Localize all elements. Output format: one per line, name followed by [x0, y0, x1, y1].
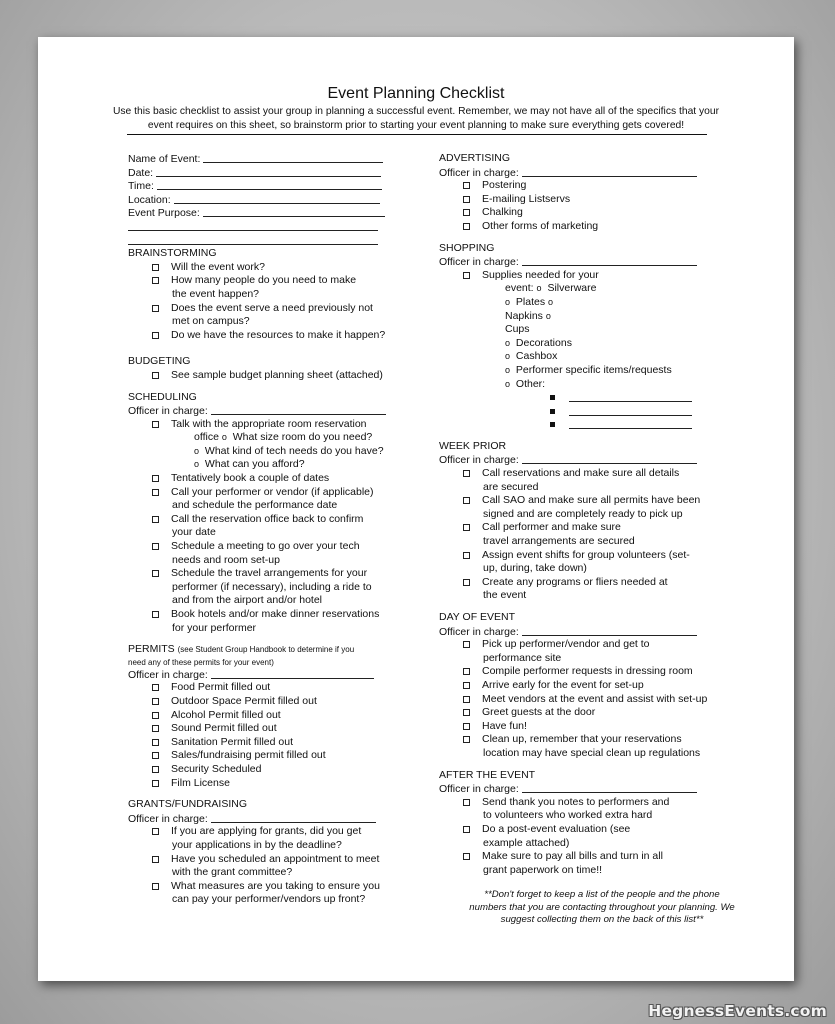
checklist-item-cont: example attached) [483, 836, 570, 849]
bullet-circle-icon: o [221, 432, 227, 443]
week-prior-section [439, 440, 759, 603]
checklist-item[interactable]: Outdoor Space Permit filled out [128, 695, 428, 709]
checklist-item[interactable]: Schedule a meeting to go over your tech [128, 540, 428, 554]
checkbox-icon[interactable] [152, 543, 159, 550]
checklist-item-cont: your applications in by the deadline? [172, 838, 342, 851]
checklist-item-cont: with the grant committee? [172, 866, 293, 879]
checkbox-icon[interactable] [463, 736, 470, 743]
footer-note-line: numbers that you are contacting throughout your planning. We [469, 901, 735, 913]
checklist-item[interactable]: Assign event shifts for group volunteers (set- [439, 549, 759, 563]
checklist-item[interactable]: If you are applying for grants, did you get [128, 825, 428, 839]
checklist-item[interactable]: Call your performer or vendor (if applicable) [128, 486, 428, 500]
checkbox-icon[interactable] [152, 725, 159, 732]
bullet-circle-icon: o [194, 445, 200, 456]
brainstorming-section [128, 247, 428, 342]
checkbox-icon[interactable] [463, 853, 470, 860]
checklist-item[interactable]: Talk with the appropriate room reservation [128, 418, 428, 432]
checkbox-icon[interactable] [463, 682, 470, 689]
event-name-field[interactable]: Name of Event: [128, 152, 428, 166]
checklist-item-cont: your date [172, 526, 216, 539]
checklist-item[interactable]: Will the event work? [128, 261, 428, 275]
blank-line[interactable] [128, 220, 428, 234]
bullet-circle-icon: o [505, 378, 511, 389]
checkbox-icon[interactable] [152, 332, 159, 339]
event-date-field[interactable]: Date: [128, 166, 428, 180]
checkbox-icon[interactable] [152, 372, 159, 379]
sub-item[interactable]: o Plates o [439, 296, 759, 310]
checklist-item-cont: up, during, take down) [483, 562, 587, 575]
sub-item[interactable]: event: o Silverware [505, 282, 597, 295]
checklist-item[interactable]: What measures are you taking to ensure you [128, 880, 428, 894]
checklist-item-cont: met on campus? [172, 315, 250, 328]
left-column [128, 152, 428, 907]
checkbox-icon[interactable] [152, 611, 159, 618]
checkbox-icon[interactable] [152, 421, 159, 428]
site-watermark: HegnessEvents.com [648, 1002, 827, 1020]
checklist-item[interactable]: How many people do you need to make [128, 274, 428, 288]
day-of-event-section [439, 611, 759, 761]
checkbox-icon[interactable] [152, 752, 159, 759]
checklist-item[interactable]: Call SAO and make sure all permits have been [439, 494, 759, 508]
checklist-item[interactable]: Alcohol Permit filled out [128, 709, 428, 723]
checkbox-icon[interactable] [152, 277, 159, 284]
advertising-section [439, 152, 759, 234]
officer-field[interactable]: Officer in charge: [439, 625, 759, 639]
officer-field[interactable]: Officer in charge: [439, 166, 759, 180]
checkbox-icon[interactable] [152, 489, 159, 496]
checklist-item[interactable]: Send thank you notes to performers and [439, 796, 759, 810]
checkbox-icon[interactable] [463, 196, 470, 203]
section-heading: ADVERTISING [439, 152, 510, 164]
checklist-item[interactable]: Call the reservation office back to confirm [128, 513, 428, 527]
bullet-circle-icon: o [548, 296, 554, 307]
other-blank[interactable] [439, 418, 759, 432]
checklist-item[interactable]: Tentatively book a couple of dates [128, 472, 428, 486]
checklist-item-cont: for your performer [172, 621, 257, 634]
sub-item[interactable]: o What kind of tech needs do you have? [194, 444, 384, 457]
bullet-circle-icon: o [505, 364, 511, 375]
checklist-item[interactable]: Have fun! [439, 720, 759, 734]
checkbox-icon[interactable] [463, 668, 470, 675]
square-bullet-icon [550, 422, 555, 427]
section-heading: WEEK PRIOR [439, 439, 507, 452]
checklist-item[interactable]: Chalking [439, 206, 759, 220]
officer-field[interactable]: Officer in charge: [439, 782, 759, 796]
checklist-item-cont: and schedule the performance date [172, 499, 338, 512]
checklist-item[interactable]: Meet vendors at the event and assist with set-up [439, 693, 759, 707]
checklist-page [38, 37, 794, 981]
checkbox-icon[interactable] [463, 696, 470, 703]
checkbox-icon[interactable] [463, 272, 470, 279]
shopping-section [439, 242, 759, 432]
bullet-circle-icon: o [194, 459, 200, 470]
square-bullet-icon [550, 409, 555, 414]
checkbox-icon[interactable] [152, 712, 159, 719]
footer-note [432, 889, 772, 927]
section-heading: PERMITS (see Student Group Handbook to determine if you [128, 643, 355, 656]
section-heading: DAY OF EVENT [439, 611, 516, 623]
checklist-item[interactable]: Call reservations and make sure all details [439, 467, 759, 481]
checkbox-icon[interactable] [463, 826, 470, 833]
permits-note: need any of these permits for your event) [128, 657, 274, 667]
checklist-item[interactable]: Make sure to pay all bills and turn in all [439, 850, 759, 864]
intro-line: event requires on this sheet, so brainstorm prior to starting your event planning to make sure everything gets covered! [147, 119, 685, 131]
checklist-item-cont: performer (if necessary), including a ride to [172, 580, 372, 593]
checklist-item[interactable]: Do a post-event evaluation (see [439, 823, 759, 837]
checklist-item[interactable]: Sales/fundraising permit filled out [128, 749, 428, 763]
scheduling-section [128, 391, 428, 636]
bullet-circle-icon: o [536, 283, 542, 294]
section-heading: BRAINSTORMING [128, 247, 217, 260]
blank-line[interactable] [128, 234, 428, 248]
section-heading: GRANTS/FUNDRAISING [128, 798, 248, 811]
bullet-circle-icon: o [505, 337, 511, 348]
checkbox-icon[interactable] [152, 739, 159, 746]
other-blank[interactable] [439, 405, 759, 419]
permits-section [128, 643, 428, 790]
checklist-item[interactable]: E-mailing Listservs [439, 193, 759, 207]
officer-field[interactable]: Officer in charge: [439, 255, 759, 269]
checkbox-icon[interactable] [152, 264, 159, 271]
checklist-item[interactable]: Film License [128, 777, 428, 791]
grants-section [128, 798, 428, 907]
checklist-item-cont: and from the airport and/or hotel [172, 594, 323, 607]
sub-item[interactable]: Cups [505, 323, 530, 336]
checklist-item[interactable]: Sound Permit filled out [128, 722, 428, 736]
checkbox-icon[interactable] [152, 766, 159, 773]
checklist-item[interactable]: Does the event serve a need previously not [128, 302, 428, 316]
checkbox-icon[interactable] [463, 524, 470, 531]
bullet-circle-icon: o [505, 351, 511, 362]
section-heading: BUDGETING [128, 355, 191, 368]
checklist-item-cont: signed and are completely ready to pick up [483, 507, 683, 520]
event-location-field[interactable]: Location: [128, 193, 428, 207]
checkbox-icon[interactable] [463, 209, 470, 216]
checkbox-icon[interactable] [152, 828, 159, 835]
checklist-item[interactable]: Arrive early for the event for set-up [439, 679, 759, 693]
checklist-item[interactable]: Compile performer requests in dressing room [439, 665, 759, 679]
after-event-section [439, 769, 759, 878]
checkbox-icon[interactable] [152, 780, 159, 787]
checkbox-icon[interactable] [152, 698, 159, 705]
checklist-item[interactable]: Supplies needed for your [439, 269, 759, 283]
checklist-item-cont: performance site [483, 651, 562, 664]
checklist-item[interactable]: Do we have the resources to make it happen? [128, 329, 428, 343]
square-bullet-icon [550, 395, 555, 400]
checklist-item-cont: location may have special clean up regulations [483, 746, 701, 759]
intro-line: Use this basic checklist to assist your group in planning a successful event. Remember, we may not have all of the specifics that your [112, 106, 720, 117]
footer-note-line: **Don't forget to keep a list of the people and the phone [484, 889, 720, 900]
event-purpose-field[interactable]: Event Purpose: [128, 206, 428, 220]
right-column [439, 152, 759, 877]
checklist-item[interactable]: Food Permit filled out [128, 681, 428, 695]
officer-field[interactable]: Officer in charge: [128, 668, 428, 682]
bullet-circle-icon: o [545, 310, 551, 321]
section-heading: AFTER THE EVENT [439, 768, 536, 781]
checkbox-icon[interactable] [152, 516, 159, 523]
footer-note-line: suggest collecting them on the back of this list** [500, 914, 704, 926]
checkbox-icon[interactable] [463, 182, 470, 189]
other-blank[interactable] [439, 391, 759, 405]
checklist-item[interactable]: Greet guests at the door [439, 706, 759, 720]
checklist-item[interactable]: Other forms of marketing [439, 220, 759, 234]
checklist-item-cont: needs and room set-up [172, 553, 280, 566]
event-fields [128, 152, 428, 247]
checklist-item[interactable]: See sample budget planning sheet (attached) [128, 369, 428, 383]
checklist-item[interactable]: Security Scheduled [128, 763, 428, 777]
checkbox-icon[interactable] [463, 799, 470, 806]
checkbox-icon[interactable] [152, 856, 159, 863]
event-time-field[interactable]: Time: [128, 179, 428, 193]
checkbox-icon[interactable] [463, 552, 470, 559]
checkbox-icon[interactable] [463, 579, 470, 586]
sub-item[interactable]: Napkins o [439, 310, 759, 324]
checklist-item-cont: the event happen? [172, 287, 259, 300]
checklist-item-cont: office o What size room do you need? [194, 431, 373, 444]
sub-item[interactable]: o Other: [505, 377, 546, 390]
checklist-item-cont: the event [483, 589, 527, 602]
checkbox-icon[interactable] [463, 470, 470, 477]
checklist-item[interactable]: Schedule the travel arrangements for your [128, 567, 428, 581]
checklist-item-cont: grant paperwork on time!! [483, 863, 603, 876]
bullet-circle-icon: o [505, 296, 511, 307]
checklist-item[interactable]: Clean up, remember that your reservations [439, 733, 759, 747]
sub-item[interactable]: o Decorations [505, 336, 572, 349]
checklist-item-cont: travel arrangements are secured [483, 535, 635, 548]
section-heading: SHOPPING [439, 241, 495, 254]
officer-field[interactable]: Officer in charge: [439, 453, 759, 467]
checkbox-icon[interactable] [152, 570, 159, 577]
budgeting-section [128, 355, 428, 382]
intro-text [38, 105, 794, 132]
checklist-item-cont: are secured [483, 480, 539, 493]
checklist-item-cont: can pay your performer/vendors up front? [172, 893, 366, 906]
checklist-item[interactable]: Postering [439, 179, 759, 193]
checkbox-icon[interactable] [152, 883, 159, 890]
checkbox-icon[interactable] [463, 641, 470, 648]
officer-field[interactable]: Officer in charge: [128, 404, 428, 418]
checkbox-icon[interactable] [152, 684, 159, 691]
checkbox-icon[interactable] [463, 709, 470, 716]
checklist-item[interactable]: Book hotels and/or make dinner reservations [128, 608, 428, 622]
checklist-item[interactable]: Pick up performer/vendor and get to [439, 638, 759, 652]
checkbox-icon[interactable] [463, 723, 470, 730]
checkbox-icon[interactable] [463, 223, 470, 230]
page-title: Event Planning Checklist [327, 85, 505, 102]
checkbox-icon[interactable] [152, 475, 159, 482]
checklist-item[interactable]: Create any programs or fliers needed at [439, 576, 759, 590]
sub-item[interactable]: o What can you afford? [194, 458, 305, 471]
sub-item[interactable]: o Cashbox [505, 350, 558, 363]
checkbox-icon[interactable] [152, 305, 159, 312]
officer-field[interactable]: Officer in charge: [128, 812, 428, 826]
header-rule [127, 134, 707, 135]
checklist-item[interactable]: Call performer and make sure [439, 521, 759, 535]
sub-item[interactable]: o Performer specific items/requests [505, 363, 672, 376]
checklist-item-cont: to volunteers who worked extra hard [483, 809, 653, 822]
checkbox-icon[interactable] [463, 497, 470, 504]
checklist-item[interactable]: Sanitation Permit filled out [128, 736, 428, 750]
checklist-item[interactable]: Have you scheduled an appointment to meet [128, 853, 428, 867]
section-heading: SCHEDULING [128, 390, 197, 403]
